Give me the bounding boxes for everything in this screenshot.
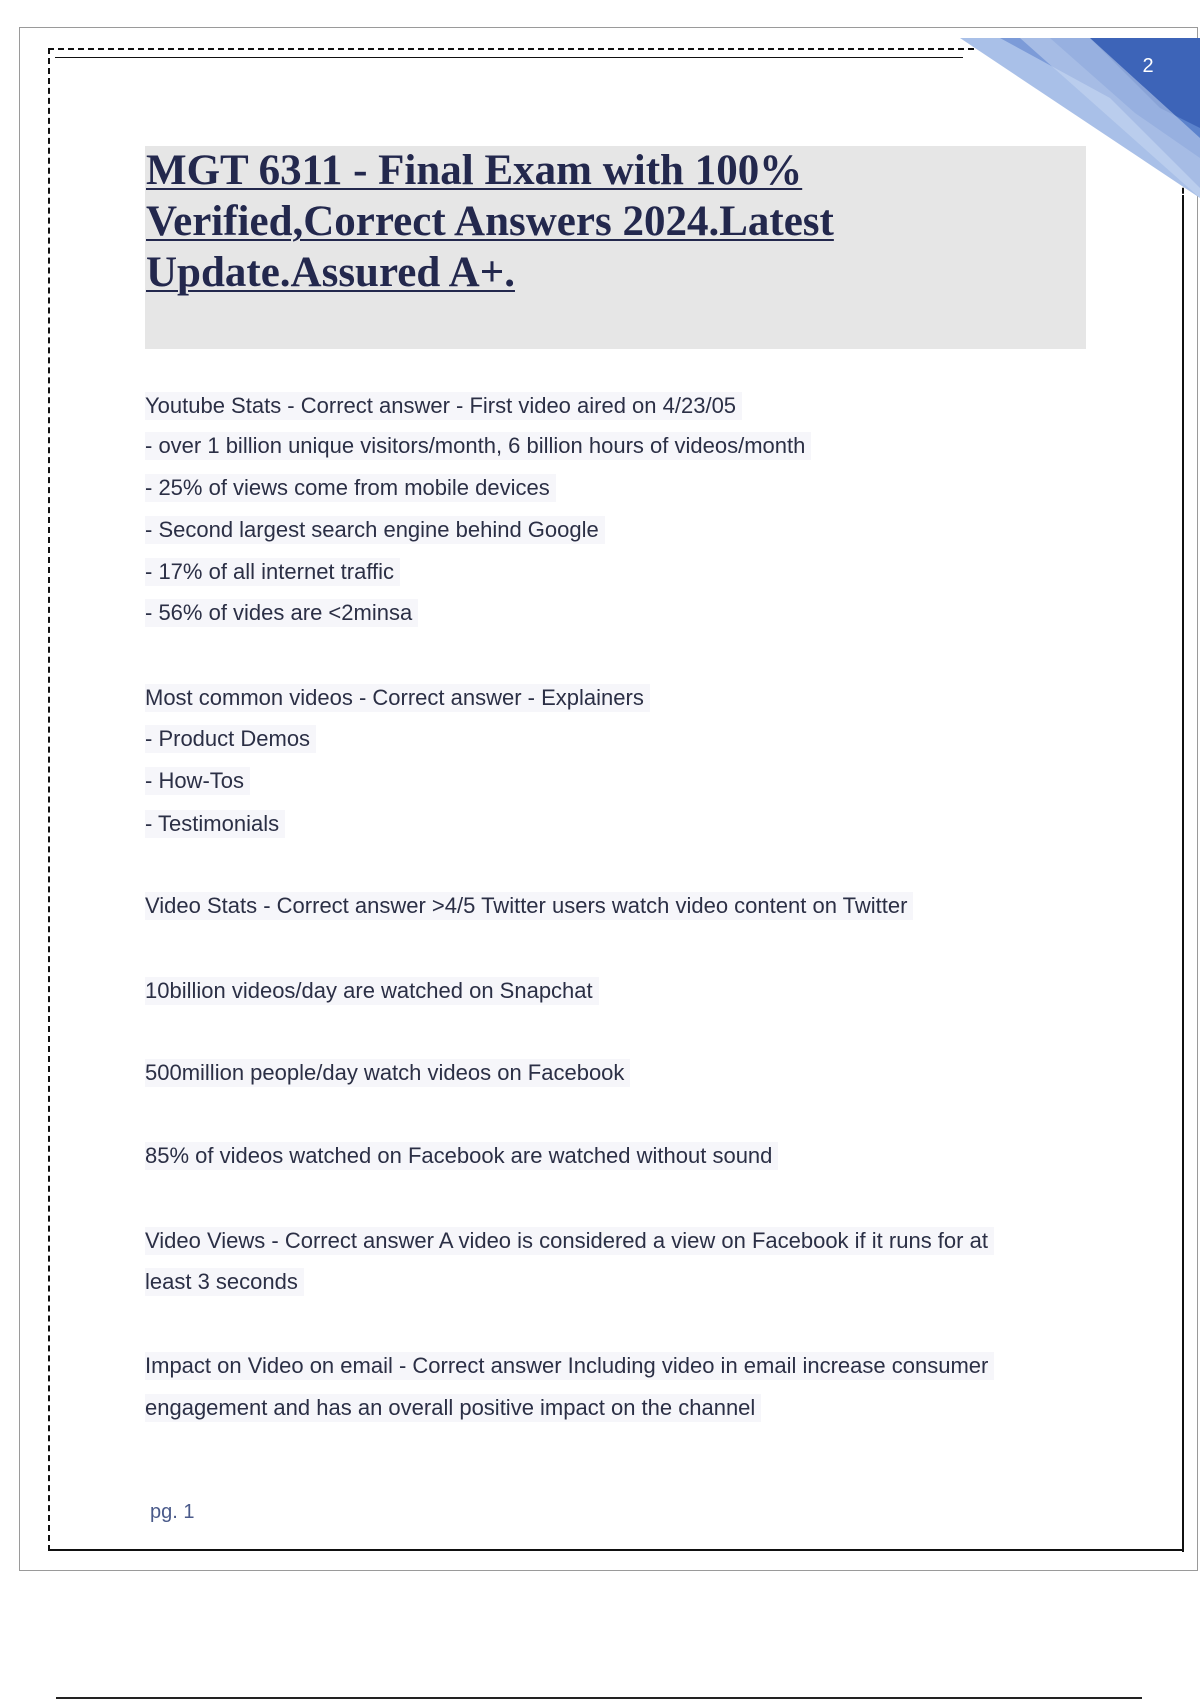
title-line-3: Update.Assured A+. — [146, 249, 515, 296]
right-border-line — [1182, 195, 1184, 1552]
title-line-2: Verified,Correct Answers 2024.Latest — [146, 198, 834, 245]
content-line: Impact on Video on email - Correct answer Including video in email increase consumer — [145, 1352, 994, 1380]
page-number-badge: 2 — [1142, 55, 1154, 77]
content-line: 500million people/day watch videos on Facebook — [145, 1059, 630, 1087]
next-page-rule — [56, 1697, 1142, 1699]
content-line: - Testimonials — [145, 810, 285, 838]
content-line: - Product Demos — [145, 725, 316, 753]
bottom-border-line — [48, 1549, 1184, 1551]
content-line: least 3 seconds — [145, 1268, 304, 1296]
content-line: - Second largest search engine behind Google — [145, 516, 605, 544]
content-line: Video Stats - Correct answer >4/5 Twitter users watch video content on Twitter — [145, 892, 913, 920]
title-line-1: MGT 6311 - Final Exam with 100% — [146, 147, 803, 194]
content-line: - 17% of all internet traffic — [145, 558, 400, 586]
document-title — [146, 145, 1081, 298]
content-line: - 25% of views come from mobile devices — [145, 474, 556, 502]
content-line: - How-Tos — [145, 767, 250, 795]
content-line: - 56% of vides are <2minsa — [145, 599, 418, 627]
page-footer: pg. 1 — [150, 1501, 195, 1523]
content-line: - over 1 billion unique visitors/month, 6 billion hours of videos/month — [145, 432, 811, 460]
content-line: Youtube Stats - Correct answer - First video aired on 4/23/05 — [145, 392, 742, 420]
content-line: 10billion videos/day are watched on Snapchat — [145, 977, 599, 1005]
content-line: engagement and has an overall positive impact on the channel — [145, 1394, 761, 1422]
top-border-line — [55, 57, 963, 58]
content-line: Most common videos - Correct answer - Explainers — [145, 684, 650, 712]
content-line: 85% of videos watched on Facebook are watched without sound — [145, 1142, 778, 1170]
content-line: Video Views - Correct answer A video is considered a view on Facebook if it runs for at — [145, 1227, 994, 1255]
